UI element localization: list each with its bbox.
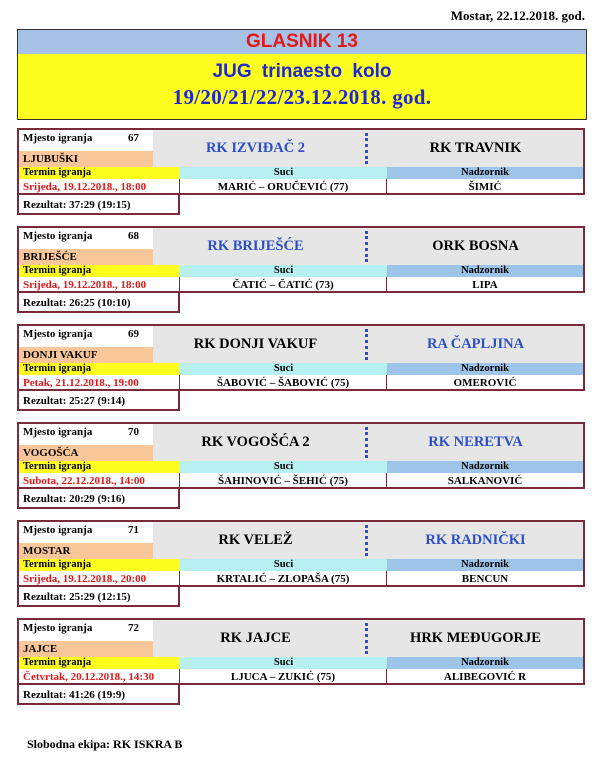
header-row	[17, 461, 585, 473]
supervisor-label: Nadzornik	[387, 559, 585, 571]
away-team: HRK MEĐUGORJE	[410, 630, 541, 646]
header-row	[17, 265, 585, 277]
match-block	[17, 618, 585, 707]
supervisor-label: Nadzornik	[387, 461, 585, 473]
venue-label-cell	[17, 520, 153, 543]
time-label: Termin igranja	[17, 363, 180, 375]
team-separator	[365, 133, 368, 164]
match-result: Rezultat: 41:26 (19:9)	[17, 685, 180, 705]
value-row	[17, 179, 585, 195]
match-referees: MARIĆ – ORUČEVIĆ (77)	[180, 179, 387, 195]
match-result: Rezultat: 26:25 (10:10)	[17, 293, 180, 313]
referees-label: Suci	[180, 363, 387, 375]
team-separator	[365, 427, 368, 458]
home-team: RK DONJI VAKUF	[193, 336, 318, 352]
away-team: RK NERETVA	[428, 434, 523, 450]
match-referees: ŠABOVIĆ – ŠABOVIĆ (75)	[180, 375, 387, 391]
teams-cell	[153, 618, 585, 657]
home-team: RK VELEŽ	[218, 532, 293, 548]
venue-city: VOGOŠĆA	[17, 445, 153, 461]
home-team: RK JAJCE	[220, 630, 291, 646]
match-number: 71	[128, 524, 139, 536]
venue-label: Mjesto igranja	[23, 622, 93, 634]
time-label: Termin igranja	[17, 265, 180, 277]
venue-label-cell	[17, 618, 153, 641]
home-team: RK VOGOŠĆA 2	[201, 434, 310, 450]
match-result: Rezultat: 25:29 (12:15)	[17, 587, 180, 607]
team-separator	[365, 525, 368, 556]
match-result: Rezultat: 25:27 (9:14)	[17, 391, 180, 411]
match-time: Četvrtak, 20.12.2018., 14:30	[17, 669, 180, 685]
match-time: Srijeda, 19.12.2018., 20:00	[17, 571, 180, 587]
match-time: Srijeda, 19.12.2018., 18:00	[17, 179, 180, 195]
venue-city: JAJCE	[17, 641, 153, 657]
venue-label: Mjesto igranja	[23, 328, 93, 340]
referees-label: Suci	[180, 559, 387, 571]
value-row	[17, 473, 585, 489]
header-row	[17, 167, 585, 179]
round-subtitle: JUG trinaesto kolo	[212, 61, 392, 82]
match-referees: ČATIĆ – ČATIĆ (73)	[180, 277, 387, 293]
venue-label-cell	[17, 422, 153, 445]
value-row	[17, 571, 585, 587]
round-dates: 19/20/21/22/23.12.2018. god.	[172, 85, 432, 109]
header-row	[17, 559, 585, 571]
time-label: Termin igranja	[17, 461, 180, 473]
venue-city: BRIJEŠĆE	[17, 249, 153, 265]
match-supervisor: SALKANOVIĆ	[387, 473, 585, 489]
referees-label: Suci	[180, 167, 387, 179]
match-result: Rezultat: 20:29 (9:16)	[17, 489, 180, 509]
round-banner	[17, 54, 587, 120]
teams-cell	[153, 520, 585, 559]
referees-label: Suci	[180, 265, 387, 277]
match-supervisor: LIPA	[387, 277, 585, 293]
referees-label: Suci	[180, 461, 387, 473]
venue-label: Mjesto igranja	[23, 230, 93, 242]
match-number: 68	[128, 230, 139, 242]
free-team: Slobodna ekipa: RK ISKRA B	[27, 737, 183, 751]
teams-cell	[153, 226, 585, 265]
match-supervisor: ALIBEGOVIĆ R	[387, 669, 585, 685]
teams-cell	[153, 324, 585, 363]
time-label: Termin igranja	[17, 657, 180, 669]
match-time: Srijeda, 19.12.2018., 18:00	[17, 277, 180, 293]
venue-label-cell	[17, 128, 153, 151]
teams-cell	[153, 422, 585, 461]
venue-city: MOSTAR	[17, 543, 153, 559]
home-team: RK BRIJEŠĆE	[207, 238, 304, 254]
match-number: 72	[128, 622, 139, 634]
value-row	[17, 375, 585, 391]
match-block	[17, 324, 585, 413]
supervisor-label: Nadzornik	[387, 167, 585, 179]
venue-city: DONJI VAKUF	[17, 347, 153, 363]
teams-cell	[153, 128, 585, 167]
header-row	[17, 657, 585, 669]
match-block	[17, 520, 585, 609]
match-number: 67	[128, 132, 139, 144]
referees-label: Suci	[180, 657, 387, 669]
value-row	[17, 669, 585, 685]
venue-city: LJUBUŠKI	[17, 151, 153, 167]
match-number: 70	[128, 426, 139, 438]
match-result: Rezultat: 37:29 (19:15)	[17, 195, 180, 215]
time-label: Termin igranja	[17, 559, 180, 571]
venue-label: Mjesto igranja	[23, 524, 93, 536]
supervisor-label: Nadzornik	[387, 657, 585, 669]
document-date: Mostar, 22.12.2018. god.	[450, 8, 585, 23]
match-number: 69	[128, 328, 139, 340]
match-referees: ŠAHINOVIĆ – ŠEHIĆ (75)	[180, 473, 387, 489]
venue-label-cell	[17, 226, 153, 249]
match-block	[17, 128, 585, 217]
time-label: Termin igranja	[17, 167, 180, 179]
match-block	[17, 226, 585, 315]
venue-label: Mjesto igranja	[23, 426, 93, 438]
venue-label: Mjesto igranja	[23, 132, 93, 144]
match-time: Petak, 21.12.2018., 19:00	[17, 375, 180, 391]
match-time: Subota, 22.12.2018., 14:00	[17, 473, 180, 489]
bulletin-title: GLASNIK 13	[17, 29, 587, 55]
team-separator	[365, 231, 368, 262]
supervisor-label: Nadzornik	[387, 363, 585, 375]
match-referees: KRTALIĆ – ZLOPAŠA (75)	[180, 571, 387, 587]
value-row	[17, 277, 585, 293]
header-row	[17, 363, 585, 375]
match-supervisor: BENCUN	[387, 571, 585, 587]
supervisor-label: Nadzornik	[387, 265, 585, 277]
away-team: RA ČAPLJINA	[426, 336, 525, 352]
away-team: RK TRAVNIK	[429, 140, 522, 156]
home-team: RK IZVIĐAČ 2	[205, 140, 306, 156]
away-team: RK RADNIČKI	[425, 532, 526, 548]
match-supervisor: ŠIMIĆ	[387, 179, 585, 195]
match-supervisor: OMEROVIĆ	[387, 375, 585, 391]
team-separator	[365, 623, 368, 654]
team-separator	[365, 329, 368, 360]
match-referees: LJUCA – ZUKIĆ (75)	[180, 669, 387, 685]
match-block	[17, 422, 585, 511]
venue-label-cell	[17, 324, 153, 347]
away-team: ORK BOSNA	[432, 238, 519, 254]
